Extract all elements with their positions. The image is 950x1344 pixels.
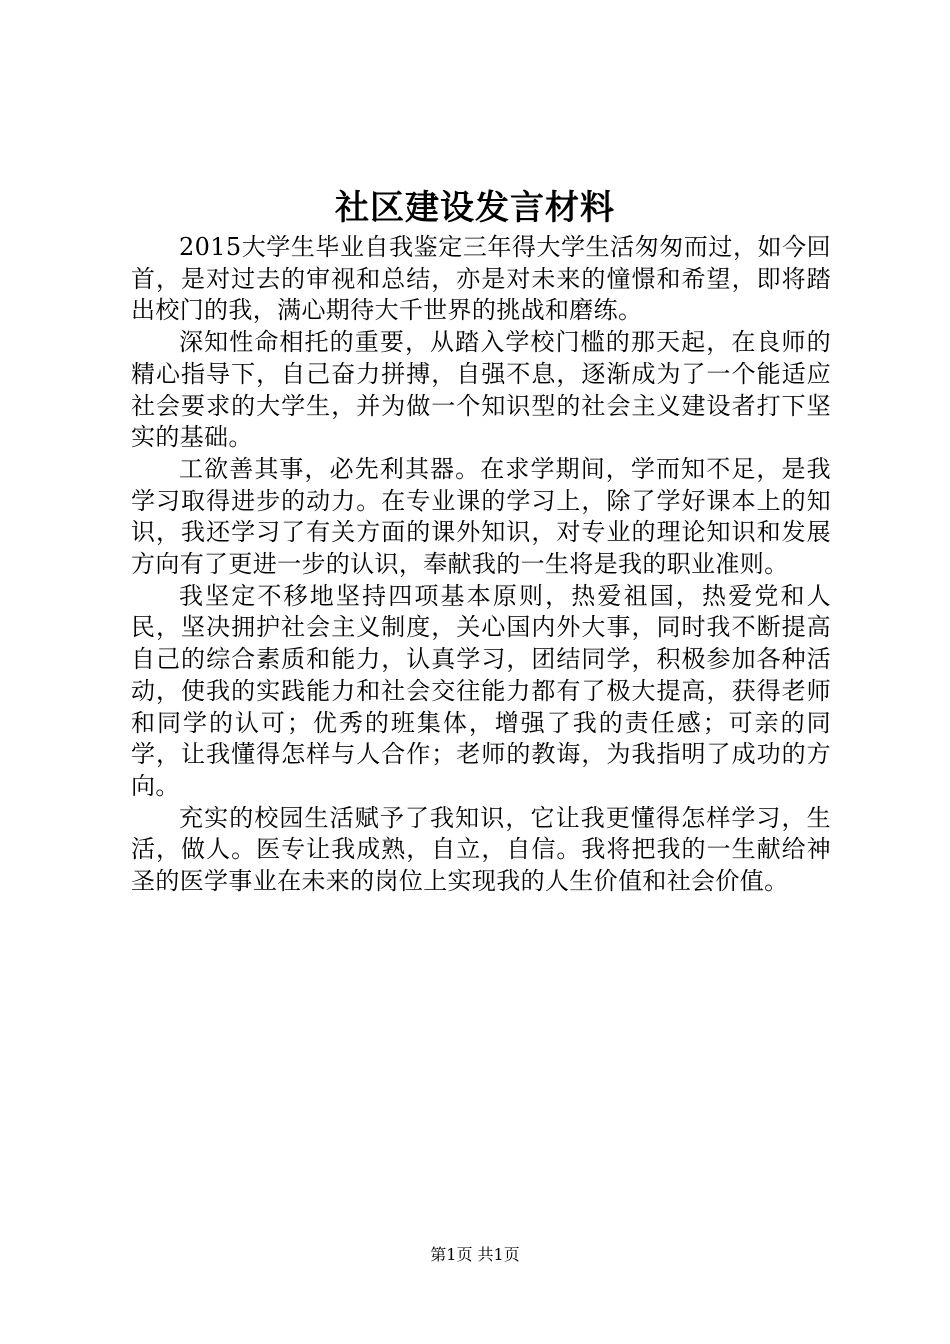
paragraph-2: 深知性命相托的重要，从踏入学校门槛的那天起，在良师的精心指导下，自己奋力拼搏，自强不息，逐渐成为了一个能适应社会要求的大学生，并为做一个知识型的社会主义建设者打下坚实的基础。 (131, 328, 831, 452)
document-title: 社区建设发言材料 (335, 188, 615, 228)
paragraph-4: 我坚定不移地坚持四项基本原则，热爱祖国，热爱党和人民，坚决拥护社会主义制度，关心国内外大事，同时我不断提高自己的综合素质和能力，认真学习，团结同学，积极参加各种活动，使我的实践能力和社会交往能力都有了极大提高，获得老师和同学的认可；优秀的班集体，增强了我的责任感；可亲的同学，让我懂得怎样与人合作；老师的教诲，为我指明了成功的方向。 (131, 581, 831, 800)
page-footer: 第1页 共1页 (430, 1245, 520, 1264)
paragraph-3: 工欲善其事，必先利其器。在求学期间，学而知不足，是我学习取得进步的动力。在专业课的学习上，除了学好课本上的知识，我还学习了有关方面的课外知识，对专业的理论知识和发展方向有了更进一步的认识，奉献我的一生将是我的职业准则。 (131, 454, 831, 579)
document-body (131, 232, 831, 898)
paragraph-1: 2015大学生毕业自我鉴定三年得大学生活匆匆而过，如今回首，是对过去的审视和总结，亦是对未来的憧憬和希望，即将踏出校门的我，满心期待大千世界的挑战和磨练。 (131, 233, 831, 325)
paragraph-5: 充实的校园生活赋予了我知识，它让我更懂得怎样学习，生活，做人。医专让我成熟，自立，自信。我将把我的一生献给神圣的医学事业在未来的岗位上实现我的人生价值和社会价值。 (131, 803, 831, 896)
